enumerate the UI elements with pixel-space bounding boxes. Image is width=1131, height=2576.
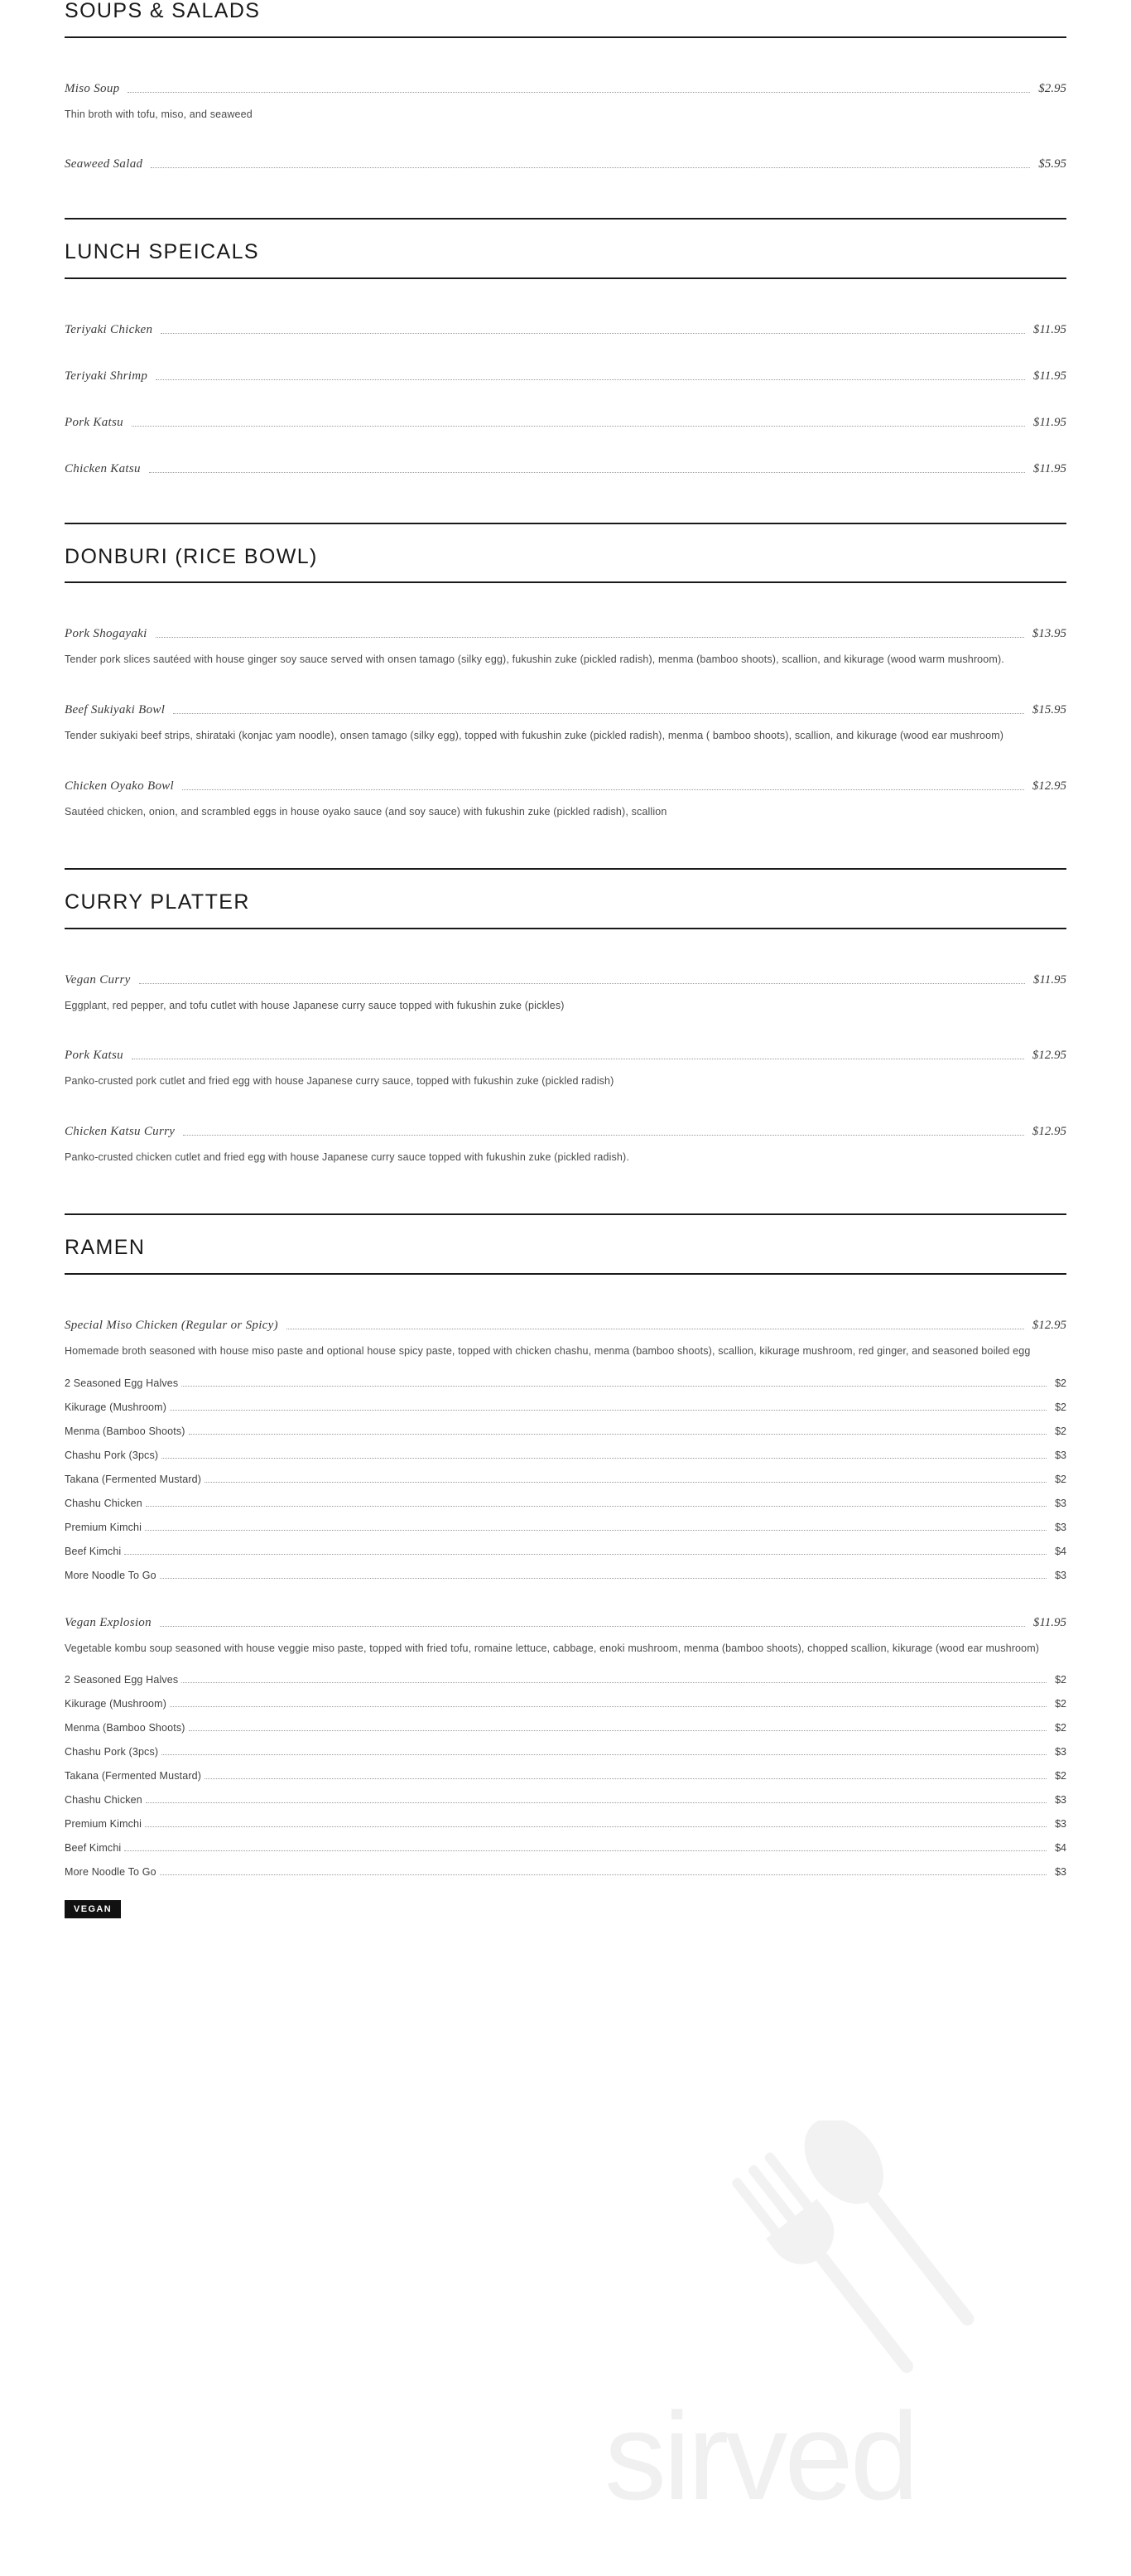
addon-name: 2 Seasoned Egg Halves [65,1377,179,1389]
section-title: LUNCH SPEICALS [65,240,259,264]
menu-item-line [65,81,1066,96]
leader-dots [160,1626,1025,1627]
vegan-badge-row [65,1900,1066,1918]
addon-row [65,1698,1066,1710]
menu-item-description: Sautéed chicken, onion, and scrambled eggs in house oyako sauce (and soy sauce) with fukushin zuke (pickled radish), scallion [65,806,667,818]
menu-item-price: $11.95 [1032,322,1066,336]
addon-row [65,1674,1066,1686]
addon-name: Takana (Fermented Mustard) [65,1473,202,1485]
addon-name: Kikurage (Mushroom) [65,1401,167,1413]
addon-price: $3 [1055,1746,1066,1758]
leader-dots [161,1458,1047,1459]
addon-price: $4 [1055,1545,1066,1557]
menu-item-name: Chicken Katsu [65,461,141,475]
menu-item-name: Pork Katsu [65,415,123,429]
addon-name: Chashu Pork (3pcs) [65,1746,159,1758]
menu-item [65,1048,1066,1091]
section-top-divider [65,218,1066,219]
leader-dots [160,1874,1047,1875]
menu-item-line [65,157,1066,171]
menu-item-name: Special Miso Chicken (Regular or Spicy) [65,1318,278,1332]
menu-item [65,157,1066,171]
leader-dots [145,1826,1047,1827]
menu-item-price: $12.95 [1032,779,1066,794]
leader-dots [170,1410,1047,1411]
leader-dots [151,167,1030,168]
menu-item-line [65,702,1066,717]
section-items [65,322,1066,476]
section-top-divider [65,523,1066,524]
menu-item-name: Teriyaki Chicken [65,322,153,336]
menu-item-line [65,972,1066,987]
menu-item-description: Thin broth with tofu, miso, and seaweed [65,108,253,120]
menu-item [65,779,1066,822]
addon-row [65,1866,1066,1879]
menu-item-name: Pork Shogayaki [65,627,147,641]
fork-spoon-icon [712,2120,985,2394]
section-bottom-divider [65,36,1066,38]
addon-row [65,1770,1066,1782]
menu-item-price: $11.95 [1032,369,1066,383]
menu-item-description: Vegetable kombu soup seasoned with house veggie miso paste, topped with fried tofu, romaine lettuce, cabbage, enoki mushroom, menma (bamboo shoots), chopped scallion, kikurage (wood ear mushroom) [65,1642,1040,1654]
menu-item-price: $13.95 [1032,627,1066,641]
menu-item-price: $12.95 [1032,1318,1066,1332]
leader-dots [205,1778,1047,1779]
section-title: RAMEN [65,1236,146,1260]
menu-item [65,702,1066,745]
menu-item [65,972,1066,1015]
menu-item [65,1124,1066,1167]
leader-dots [205,1482,1047,1483]
addon-row [65,1425,1066,1438]
addon-price: $3 [1055,1569,1066,1581]
menu-item-name: Vegan Explosion [65,1615,152,1629]
menu-item [65,369,1066,384]
addon-price: $2 [1055,1770,1066,1782]
vegan-badge: VEGAN [65,1900,121,1918]
menu-item-price: $11.95 [1032,415,1066,429]
menu-item-description: Tender pork slices sautéed with house ginger soy sauce served with onsen tamago (silky egg), fukushin zuke (pickled radish), menma (bamboo shoots), scallion, and kikurage (wood warm mushroom). [65,654,1004,666]
leader-dots [183,1135,1024,1136]
section-title: CURRY PLATTER [65,890,250,914]
leader-dots [189,1730,1047,1731]
section-bottom-divider [65,581,1066,583]
addon-price: $3 [1055,1866,1066,1879]
addon-row [65,1842,1066,1855]
addon-row [65,1570,1066,1582]
menu-item-description: Eggplant, red pepper, and tofu cutlet with house Japanese curry sauce topped with fukushin zuke (pickles) [65,999,565,1011]
leader-dots [149,472,1025,473]
addon-name: Chashu Chicken [65,1497,142,1509]
menu-item [65,81,1066,124]
section-items [65,972,1066,1168]
menu-item-description: Homemade broth seasoned with house miso paste and optional house spicy paste, topped with chicken chashu, menma (bamboo shoots), scallion, kikurage mushroom, red ginger, and seasoned boiled egg [65,1344,1031,1357]
addon-price: $3 [1055,1449,1066,1461]
menu-item-description: Panko-crusted pork cutlet and fried egg with house Japanese curry sauce, topped with fukushin zuke (pickled radish) [65,1075,614,1088]
leader-dots [181,1386,1047,1387]
menu-section-curry-platter [65,868,1066,1167]
leader-dots [146,1802,1047,1803]
menu-item-description: Tender sukiyaki beef strips, shirataki (konjac yam noodle), onsen tamago (silky egg), topped with fukushin zuke (pickled radish), menma ( bamboo shoots), scallion, and kikurage (wood ear mushroom) [65,730,1004,742]
menu-item-line [65,415,1066,430]
menu-item-line [65,1124,1066,1139]
section-header-wrap [65,241,1066,264]
menu-item [65,322,1066,337]
addon-name: More Noodle To Go [65,1866,156,1879]
menu-item-price: $2.95 [1038,81,1066,95]
leader-dots [139,983,1025,984]
addon-row [65,1401,1066,1414]
menu-item [65,1318,1066,1582]
menu-item-price: $15.95 [1032,703,1066,717]
leader-dots [145,1530,1047,1531]
addon-name: Beef Kimchi [65,1545,122,1557]
addon-price: $2 [1055,1377,1066,1389]
section-gap [65,171,1066,218]
menu-item-line [65,1048,1066,1063]
menu-item-line [65,322,1066,337]
section-items [65,1318,1066,1879]
leader-dots [189,1434,1047,1435]
leader-dots [146,1506,1047,1507]
leader-dots [128,92,1030,93]
section-gap [65,1167,1066,1213]
menu-section-donburi [65,523,1066,822]
addon-price: $3 [1055,1794,1066,1807]
addon-price: $2 [1055,1473,1066,1485]
leader-dots [161,1754,1047,1755]
addon-price: $2 [1055,1722,1066,1734]
section-bottom-divider [65,277,1066,279]
menu-item [65,415,1066,430]
menu-item-line [65,1318,1066,1333]
menu-item-name: Vegan Curry [65,972,131,987]
addon-row [65,1746,1066,1758]
menu-section-lunch-specials [65,218,1066,476]
addon-name: Menma (Bamboo Shoots) [65,1425,185,1437]
leader-dots [156,379,1025,380]
menu-item-name: Pork Katsu [65,1049,123,1063]
leader-dots [181,1682,1047,1683]
menu-item-name: Chicken Katsu Curry [65,1125,176,1139]
addon-price: $3 [1055,1818,1066,1831]
section-header-wrap [65,546,1066,569]
menu-item-name: Beef Sukiyaki Bowl [65,703,166,717]
section-bottom-divider [65,1273,1066,1275]
menu-item-line [65,461,1066,476]
menu-item-price: $11.95 [1032,972,1066,987]
leader-dots [182,789,1024,790]
menu-item-line [65,369,1066,384]
addon-row [65,1522,1066,1534]
addon-price: $2 [1055,1674,1066,1686]
menu-item-addons [65,1377,1066,1582]
menu-item [65,1615,1066,1879]
addon-price: $3 [1055,1497,1066,1509]
addon-price: $2 [1055,1425,1066,1437]
section-title: DONBURI (RICE BOWL) [65,544,318,568]
leader-dots [161,333,1025,334]
section-top-divider [65,1213,1066,1215]
menu-item [65,461,1066,476]
leader-dots [156,637,1024,638]
menu-item-name: Chicken Oyako Bowl [65,779,175,794]
addon-name: Kikurage (Mushroom) [65,1698,167,1710]
section-title: SOUPS & SALADS [65,0,261,22]
addon-row [65,1818,1066,1831]
menu-item-description: Panko-crusted chicken cutlet and fried egg with house Japanese curry sauce topped with fukushin zuke (pickled radish). [65,1151,629,1164]
addon-row [65,1794,1066,1807]
section-header-wrap [65,1237,1066,1260]
section-items [65,626,1066,822]
section-gap [65,476,1066,523]
addon-name: Takana (Fermented Mustard) [65,1770,202,1782]
menu-item-line [65,779,1066,794]
section-header-wrap [65,0,1066,23]
menu-item-price: $5.95 [1038,157,1066,171]
menu-item-line [65,1615,1066,1630]
addon-name: Chashu Pork (3pcs) [65,1449,159,1461]
leader-dots [170,1706,1047,1707]
leader-dots [124,1554,1047,1555]
menu-item [65,626,1066,669]
menu-section-ramen [65,1213,1066,1879]
addon-name: 2 Seasoned Egg Halves [65,1674,179,1686]
addon-price: $4 [1055,1842,1066,1855]
sirved-watermark [604,2120,1131,2535]
addon-price: $3 [1055,1521,1066,1533]
section-top-divider [65,868,1066,870]
addon-name: Premium Kimchi [65,1521,142,1533]
menu-item-price: $11.95 [1032,1615,1066,1629]
addon-row [65,1450,1066,1462]
addon-name: Premium Kimchi [65,1818,142,1831]
addon-name: Chashu Chicken [65,1794,142,1807]
leader-dots [173,713,1024,714]
menu-section-soups-salads [65,0,1066,171]
menu-item-name: Teriyaki Shrimp [65,369,148,383]
addon-row [65,1498,1066,1510]
addon-price: $2 [1055,1401,1066,1413]
addon-name: Menma (Bamboo Shoots) [65,1722,185,1734]
addon-row [65,1722,1066,1734]
leader-dots [132,426,1025,427]
leader-dots [160,1578,1047,1579]
menu-item-price: $12.95 [1032,1125,1066,1139]
menu-item-addons [65,1674,1066,1879]
section-header-wrap [65,891,1066,914]
section-gap [65,822,1066,868]
addon-row [65,1474,1066,1486]
addon-row [65,1377,1066,1390]
menu-item-name: Seaweed Salad [65,157,143,171]
section-items [65,81,1066,172]
addon-name: Beef Kimchi [65,1842,122,1855]
addon-price: $2 [1055,1698,1066,1710]
menu-item-line [65,626,1066,641]
menu-sections [65,0,1066,1879]
addon-name: More Noodle To Go [65,1569,156,1581]
leader-dots [124,1850,1047,1851]
menu-item-price: $11.95 [1032,461,1066,475]
menu-item-price: $12.95 [1032,1049,1066,1063]
section-bottom-divider [65,928,1066,929]
addon-row [65,1546,1066,1558]
watermark-text: sirved [604,2386,917,2525]
menu-item-name: Miso Soup [65,81,120,95]
